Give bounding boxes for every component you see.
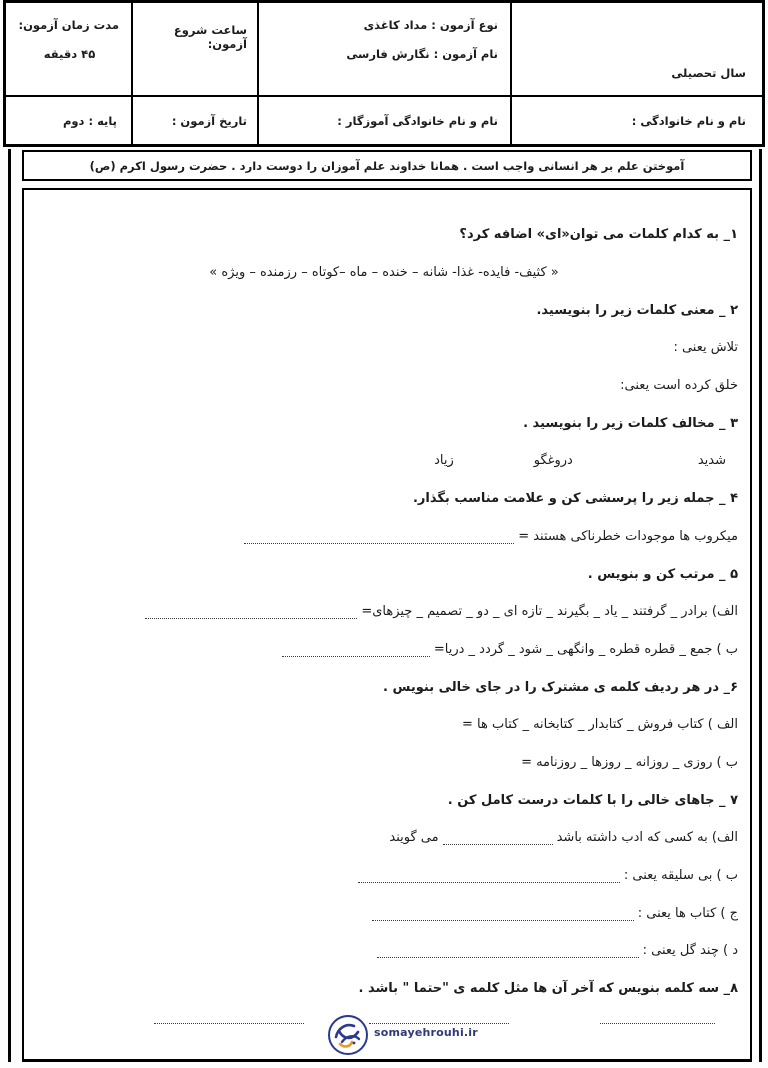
answer-blank bbox=[358, 882, 620, 883]
answer-blank bbox=[600, 1023, 715, 1024]
exam-name-label: نام آزمون : نگارش فارسی bbox=[346, 47, 498, 61]
frame-left-line bbox=[8, 149, 11, 1062]
question-8-title: ۸_ سه کلمه بنویس که آخر آن ها مثل کلمه ی "حتما " باشد . bbox=[358, 981, 738, 997]
q5-item-a: الف) برادر _ گرفتند _ یاد _ بگیرند _ تازه ای _ دو _ تصمیم _ چیزهای= bbox=[30, 593, 738, 631]
grade-label: پایه : دوم bbox=[62, 113, 117, 128]
field-exam-date bbox=[133, 97, 257, 144]
q2-item-khalq: خلق کرده است یعنی: bbox=[620, 378, 738, 394]
answer-blank bbox=[443, 844, 553, 845]
answer-blank bbox=[377, 957, 639, 958]
q3-word-shadid: شدید bbox=[697, 453, 726, 469]
q6-item-a: الف ) کتاب فروش _ کتابدار _ کتابخانه _ کتاب ها = bbox=[462, 717, 738, 733]
hadith-quote-bar bbox=[22, 150, 752, 181]
frame-right-line bbox=[759, 149, 762, 1062]
question-5-title: ۵ _ مرتب کن و بنویس . bbox=[587, 566, 738, 582]
exam-date-label: تاریخ آزمون : bbox=[171, 113, 247, 128]
exam-type-label: نوع آزمون : مداد کاغذی bbox=[363, 18, 498, 32]
question-6-title: ۶_ در هر ردیف کلمه ی مشترک را در جای خالی بنویس . bbox=[383, 679, 738, 695]
field-school-year bbox=[512, 3, 762, 95]
q7-item-b: ب ) بی سلیقه یعنی : bbox=[30, 857, 738, 895]
answer-blank bbox=[145, 618, 357, 619]
field-duration bbox=[6, 3, 131, 95]
teacher-name-label: نام و نام خانوادگی آموزگار : bbox=[337, 113, 498, 128]
question-4-title: ۴ _ جمله زیر را پرسشی کن و علامت مناسب بگذار. bbox=[412, 491, 738, 507]
field-teacher-name bbox=[259, 97, 510, 144]
question-7-title: ۷ _ جاهای خالی را با کلمات درست کامل کن . bbox=[447, 792, 738, 808]
q6-item-b: ب ) روزی _ روزانه _ روزها _ روزنامه = bbox=[521, 754, 738, 770]
field-student-name bbox=[512, 97, 762, 144]
questions-list bbox=[24, 190, 750, 1045]
answer-blank bbox=[369, 1023, 509, 1024]
somayehrouhi-logo-icon bbox=[327, 1014, 369, 1056]
q7-item-a: الف) به کسی که ادب داشته باشد می گویند bbox=[389, 830, 738, 846]
q5-item-b: ب ) جمع _ قطره قطره _ وانگهی _ شود _ گردد _ دریا= bbox=[30, 631, 738, 669]
field-grade bbox=[6, 97, 131, 144]
q7-item-c: ج ) کتاب ها یعنی : bbox=[30, 894, 738, 932]
q3-word-ziad: زیاد bbox=[434, 453, 454, 469]
school-year-label: سال تحصیلی bbox=[671, 66, 746, 80]
answer-blank bbox=[372, 920, 634, 921]
answer-blank bbox=[282, 656, 430, 657]
duration-label: مدت زمان آزمون: bbox=[18, 18, 119, 32]
student-name-label: نام و نام خانوادگی : bbox=[631, 113, 746, 128]
answer-blank bbox=[244, 543, 514, 544]
answer-blank bbox=[154, 1023, 304, 1024]
q4-sentence: میکروب ها موجودات خطرناکی هستند = bbox=[30, 518, 738, 556]
question-1-title: ۱_ به کدام کلمات می توان«ای» اضافه کرد؟ bbox=[459, 227, 738, 243]
q3-word-doroughgoo: دروغگو bbox=[533, 453, 573, 469]
question-3-title: ۳ _ مخالف کلمات زیر را بنویسید . bbox=[523, 415, 738, 431]
field-exam-type bbox=[259, 3, 510, 95]
exam-header-table bbox=[3, 0, 765, 147]
q2-item-talash: تلاش یعنی : bbox=[673, 340, 738, 356]
q3-words-row bbox=[30, 442, 738, 480]
hadith-quote-text: آموختن علم بر هر انسانی واجب است . همانا خداوند علم آموزان را دوست دارد . حضرت رسول اکرم (ص) bbox=[89, 158, 685, 173]
site-watermark-label: somayehrouhi.ir bbox=[374, 1026, 478, 1040]
duration-value: ۴۵ دقیقه bbox=[43, 47, 96, 61]
start-time-label: ساعت شروع آزمون: bbox=[173, 23, 247, 51]
question-1-words: « کثیف- فایده- غذا- شانه – خنده – ماه –کوتاه – رزمنده – ویژه » bbox=[209, 265, 559, 281]
questions-box bbox=[22, 188, 752, 1062]
q7-item-d: د ) چند گل یعنی : bbox=[30, 932, 738, 970]
question-2-title: ۲ _ معنی کلمات زیر را بنویسید. bbox=[536, 302, 738, 318]
field-start-time bbox=[133, 3, 257, 95]
q8-answer-lines bbox=[30, 1007, 738, 1045]
